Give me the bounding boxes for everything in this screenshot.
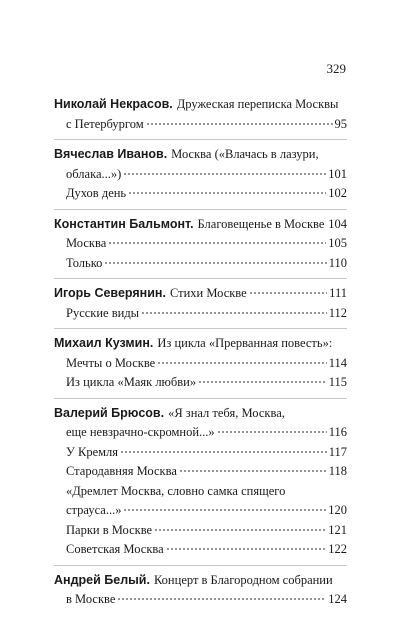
toc-line	[54, 145, 347, 165]
toc-line	[54, 215, 347, 235]
toc-line	[54, 373, 347, 393]
toc-title: Духов день	[66, 186, 127, 200]
dot-leader	[166, 541, 327, 553]
toc-author: Николай Некрасов.	[54, 97, 173, 111]
toc-line	[54, 234, 347, 254]
toc-page-number: 124	[328, 592, 347, 606]
dot-leader	[217, 424, 327, 436]
toc-line	[54, 165, 347, 185]
toc-title: Москва	[66, 236, 107, 250]
toc-author: Игорь Северянин.	[54, 286, 166, 300]
dot-leader	[249, 285, 327, 297]
toc-page-number: 122	[328, 542, 347, 556]
toc-title: Мечты о Москве	[66, 355, 156, 370]
toc-page-number: 102	[328, 186, 347, 200]
toc-title: Русские виды	[66, 305, 140, 320]
toc-title: Концерт в Благородном собрании	[153, 572, 333, 587]
toc-line	[54, 254, 347, 274]
toc-page-number: 101	[328, 166, 347, 181]
toc-line	[54, 184, 347, 204]
dot-leader	[123, 502, 326, 514]
dot-leader	[108, 235, 326, 247]
toc-title: Стародавняя Москва	[66, 464, 177, 478]
dot-leader	[123, 166, 326, 178]
toc-page-number: 95	[334, 116, 347, 131]
toc-title: Стихи Москве	[169, 286, 247, 300]
toc-page-number: 121	[328, 522, 347, 537]
toc-title: с Петербургом	[66, 116, 144, 131]
dot-leader	[179, 463, 327, 475]
toc-line	[54, 334, 347, 354]
dot-leader	[120, 444, 327, 456]
toc-entry	[54, 284, 347, 329]
toc-title: Только	[66, 255, 103, 270]
toc-page-number: 114	[328, 355, 347, 370]
toc-entry	[54, 95, 347, 140]
toc-line	[54, 571, 347, 591]
toc-page-number: 110	[328, 255, 347, 270]
toc-title: Советская Москва	[66, 542, 164, 556]
toc-line	[54, 95, 347, 115]
toc-line	[54, 443, 347, 463]
table-of-contents	[54, 95, 347, 620]
page-number: 329	[326, 61, 346, 76]
toc-line	[54, 115, 347, 135]
toc-title: Москва («Влачась в лазури,	[171, 147, 319, 161]
toc-author: Михаил Кузмин.	[54, 336, 154, 350]
toc-line	[54, 423, 347, 443]
toc-page-number: 116	[328, 425, 347, 439]
dot-leader	[154, 522, 326, 534]
toc-title: облака...»)	[66, 166, 122, 181]
toc-line	[54, 304, 347, 324]
dot-leader	[128, 185, 326, 197]
toc-line	[54, 404, 347, 424]
toc-entry	[54, 404, 347, 566]
toc-page-number: 117	[328, 444, 347, 459]
toc-entry	[54, 334, 347, 399]
dot-leader	[117, 591, 326, 603]
toc-title: Благовещенье в Москве	[197, 216, 325, 231]
toc-title: Из цикла «Маяк любви»	[66, 375, 197, 389]
toc-page-number: 104	[328, 216, 347, 231]
toc-author: Вячеслав Иванов.	[54, 147, 168, 161]
toc-title: страуса...»	[66, 503, 122, 517]
toc-title: У Кремля	[66, 444, 119, 459]
toc-line	[54, 501, 347, 521]
toc-page-number: 115	[328, 375, 347, 389]
dot-leader	[141, 305, 327, 317]
toc-title: «Я знал тебя, Москва,	[168, 405, 285, 420]
toc-author: Валерий Брюсов.	[54, 405, 165, 420]
toc-author: Андрей Белый.	[54, 572, 150, 587]
toc-page-number: 112	[328, 305, 347, 320]
toc-line	[54, 462, 347, 482]
dot-leader	[198, 374, 327, 386]
toc-line	[54, 540, 347, 560]
toc-entry	[54, 215, 347, 280]
toc-author: Константин Бальмонт.	[54, 216, 194, 231]
dot-leader	[104, 255, 326, 267]
toc-title: Из цикла «Прерванная повесть»:	[157, 336, 333, 350]
toc-page-number: 120	[328, 503, 347, 517]
toc-line	[54, 482, 347, 502]
toc-title: Дружеская переписка Москвы	[176, 97, 339, 111]
toc-line	[54, 590, 347, 610]
toc-page-number: 111	[329, 286, 347, 300]
toc-page-number: 118	[328, 464, 347, 478]
toc-page-number: 105	[328, 236, 347, 250]
dot-leader	[157, 355, 327, 367]
toc-entry	[54, 571, 347, 615]
toc-line	[54, 284, 347, 304]
toc-title: в Москве	[66, 592, 116, 606]
toc-title: Парки в Москве	[66, 522, 153, 537]
toc-line	[54, 354, 347, 374]
toc-entry	[54, 145, 347, 210]
toc-title: еще невзрачно-скромной...»	[66, 425, 215, 439]
toc-title: «Дремлет Москва, словно самка спящего	[66, 483, 286, 498]
dot-leader	[146, 116, 333, 128]
toc-line	[54, 521, 347, 541]
